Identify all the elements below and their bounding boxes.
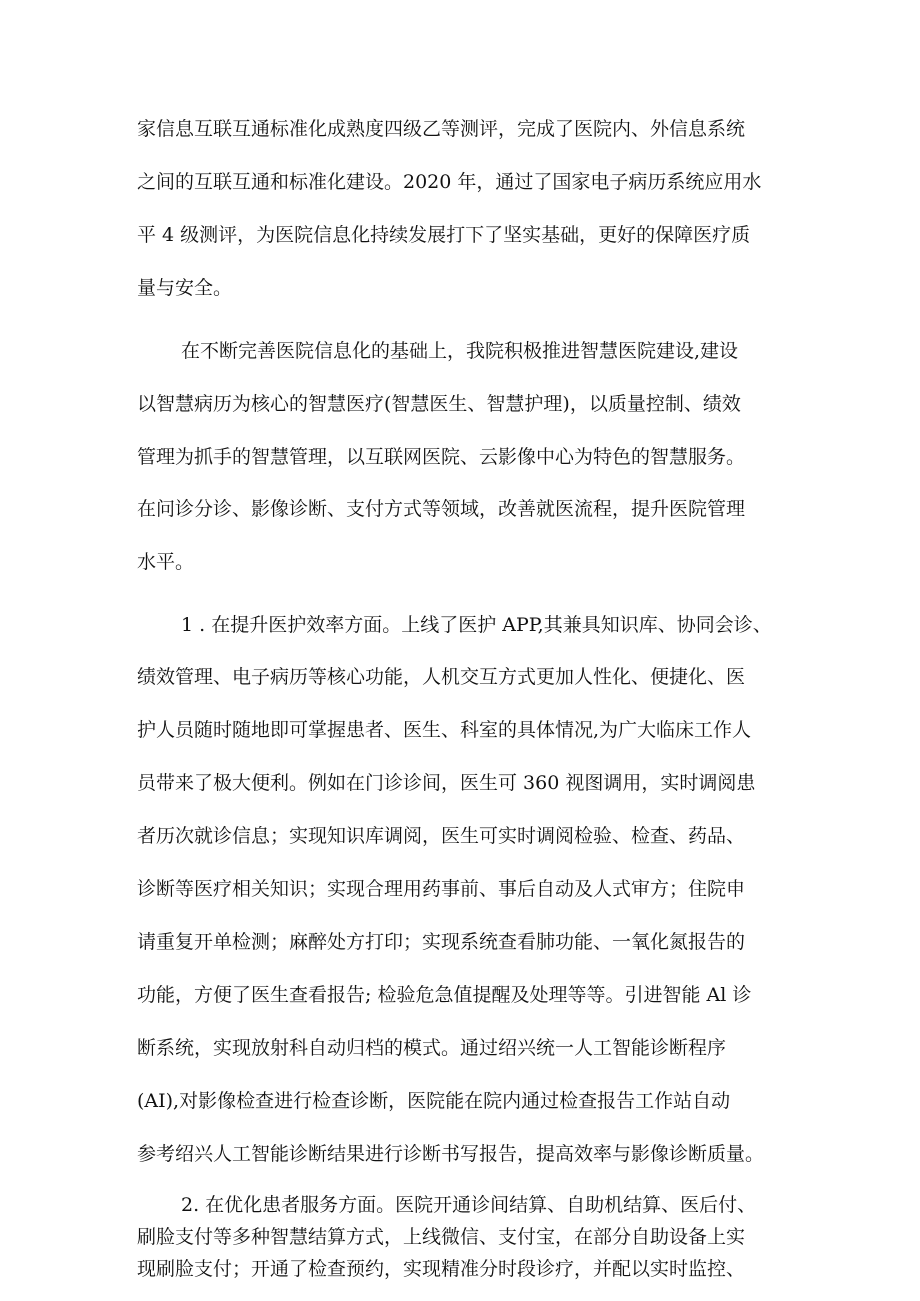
text-line: 请重复开单检测；麻醉处方打印；实现系统查看肺功能、一氧化氮报告的 [137, 931, 746, 953]
text-line: 家信息互联互通标准化成熟度四级乙等测评，完成了医院内、外信息系统 [137, 118, 746, 140]
text-line: 水平。 [137, 551, 195, 573]
text-line: 功能，方便了医生查看报告; 检验危急值提醒及处理等等。引进智能 Al 诊 [137, 984, 752, 1006]
text-line: 护人员随时随地即可掌握患者、医生、科室的具体情况,为广大临床工作人 [137, 719, 752, 741]
text-line: 刷脸支付等多种智慧结算方式，上线微信、支付宝，在部分自助设备上实 [137, 1226, 746, 1248]
text-line: 在不断完善医院信息化的基础上，我院积极推进智慧医院建设,建设 [181, 340, 739, 362]
text-line: (AI),对影像检查进行检查诊断，医院能在院内通过检查报告工作站自动 [137, 1090, 731, 1112]
text-line: 平 4 级测评，为医院信息化持续发展打下了坚实基础，更好的保障医疗质 [137, 224, 751, 246]
text-line: 员带来了极大便利。例如在门诊诊间，医生可 360 视图调用，实时调阅患 [137, 772, 756, 794]
text-line: 断系统，实现放射科自动归档的模式。通过绍兴统一人工智能诊断程序 [137, 1037, 727, 1059]
text-line: 者历次就诊信息；实现知识库调阅，医生可实时调阅检验、检查、药品、 [137, 825, 746, 847]
text-line: 以智慧病历为核心的智慧医疗(智慧医生、智慧护理)，以质量控制、绩效 [137, 393, 741, 415]
text-line: 诊断等医疗相关知识；实现合理用药事前、事后自动及人式审方；住院申 [137, 878, 746, 900]
text-line: 管理为抓手的智慧管理，以互联网医院、云影像中心为特色的智慧服务。 [137, 446, 746, 468]
text-line: 绩效管理、电子病历等核心功能，人机交互方式更加人性化、便捷化、医 [137, 666, 746, 688]
text-line: 1 . 在提升医护效率方面。上线了医护 APP,其兼具知识库、协同会诊、 [181, 614, 772, 636]
text-line: 参考绍兴人工智能诊断结果进行诊断书写报告，提高效率与影像诊断质量。 [137, 1143, 765, 1165]
text-line: 量与安全。 [137, 277, 233, 299]
text-line: 2. 在优化患者服务方面。医院开通诊间结算、自助机结算、医后付、 [181, 1194, 757, 1216]
text-line: 在问诊分诊、影像诊断、支付方式等领域，改善就医流程，提升医院管理 [137, 498, 746, 520]
text-line: 之间的互联互通和标准化建设。2020 年，通过了国家电子病历系统应用水 [137, 171, 762, 193]
text-line: 现刷脸支付；开通了检查预约，实现精准分时段诊疗，并配以实时监控、 [137, 1258, 746, 1280]
